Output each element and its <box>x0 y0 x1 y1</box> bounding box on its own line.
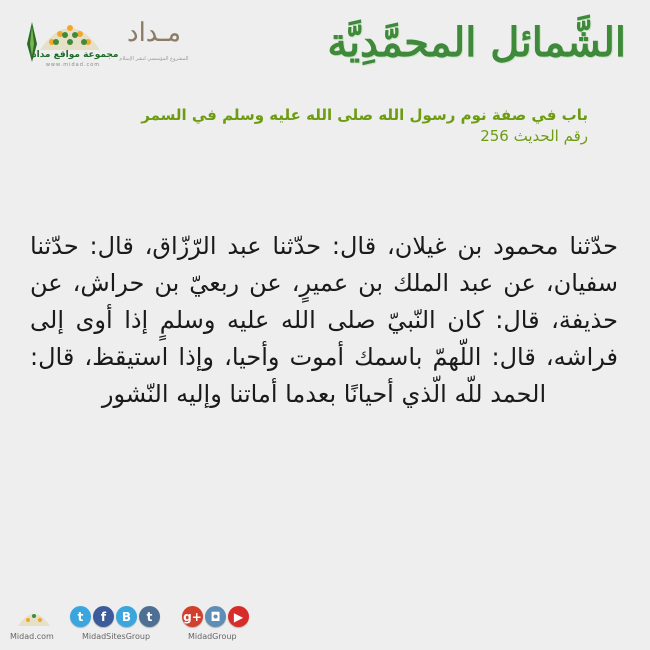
midad-footer-label: Midad.com <box>10 632 54 641</box>
group-logo-url: www.midad.com <box>45 62 101 68</box>
facebook-icon[interactable]: f <box>93 606 114 627</box>
midad-logo-subtitle: المشروع المؤسسي لنشر الإسلام <box>119 56 189 62</box>
youtube-icon[interactable]: ▶ <box>228 606 249 627</box>
dome-icon <box>36 12 104 50</box>
group2-footer-label[interactable]: MidadGroup <box>188 632 237 641</box>
tumblr-icon[interactable]: t <box>139 606 160 627</box>
midad-logo[interactable] <box>118 14 190 72</box>
midad-logo-text: مـداد <box>127 18 181 48</box>
page-title: الشَّمائل المحمَّدِيَّة <box>327 19 626 66</box>
group-logo-text: مجموعة مواقع مداد <box>32 50 119 60</box>
midad-mini-logo-icon <box>16 606 52 626</box>
group1-footer-label[interactable]: MidadSitesGroup <box>82 632 151 641</box>
social-icons-group-1 <box>70 606 160 627</box>
chapter-title: باب في صفة نوم رسول الله صلى الله عليه وسلم في السمر <box>141 106 588 124</box>
google-plus-icon[interactable]: g+ <box>182 606 203 627</box>
blogger-icon[interactable]: B <box>116 606 137 627</box>
hadith-number: رقم الحديث 256 <box>480 127 588 145</box>
twitter-icon[interactable]: t <box>70 606 91 627</box>
social-icons-group-2 <box>182 606 249 627</box>
instagram-icon[interactable]: ◘ <box>205 606 226 627</box>
midad-group-logo[interactable] <box>14 12 119 72</box>
hadith-text: حدّثنا محمود بن غيلان، قال: حدّثنا عبد الرّزّاق، قال: حدّثنا سفيان، عن عبد الملك بن عميرٍ، عن ربعيّ بن حراش، عن حذيفة، قال: كان النّبيّ صلى الله عليه وسلمٍ إذا أوى إلى فراشه، قال: اللّهمّ باسمك أموت وأحيا، وإذا استيقظ، قال: الحمد للّه الّذي أحيانًا بعدما أماتنا وإليه النّشور <box>30 232 618 408</box>
